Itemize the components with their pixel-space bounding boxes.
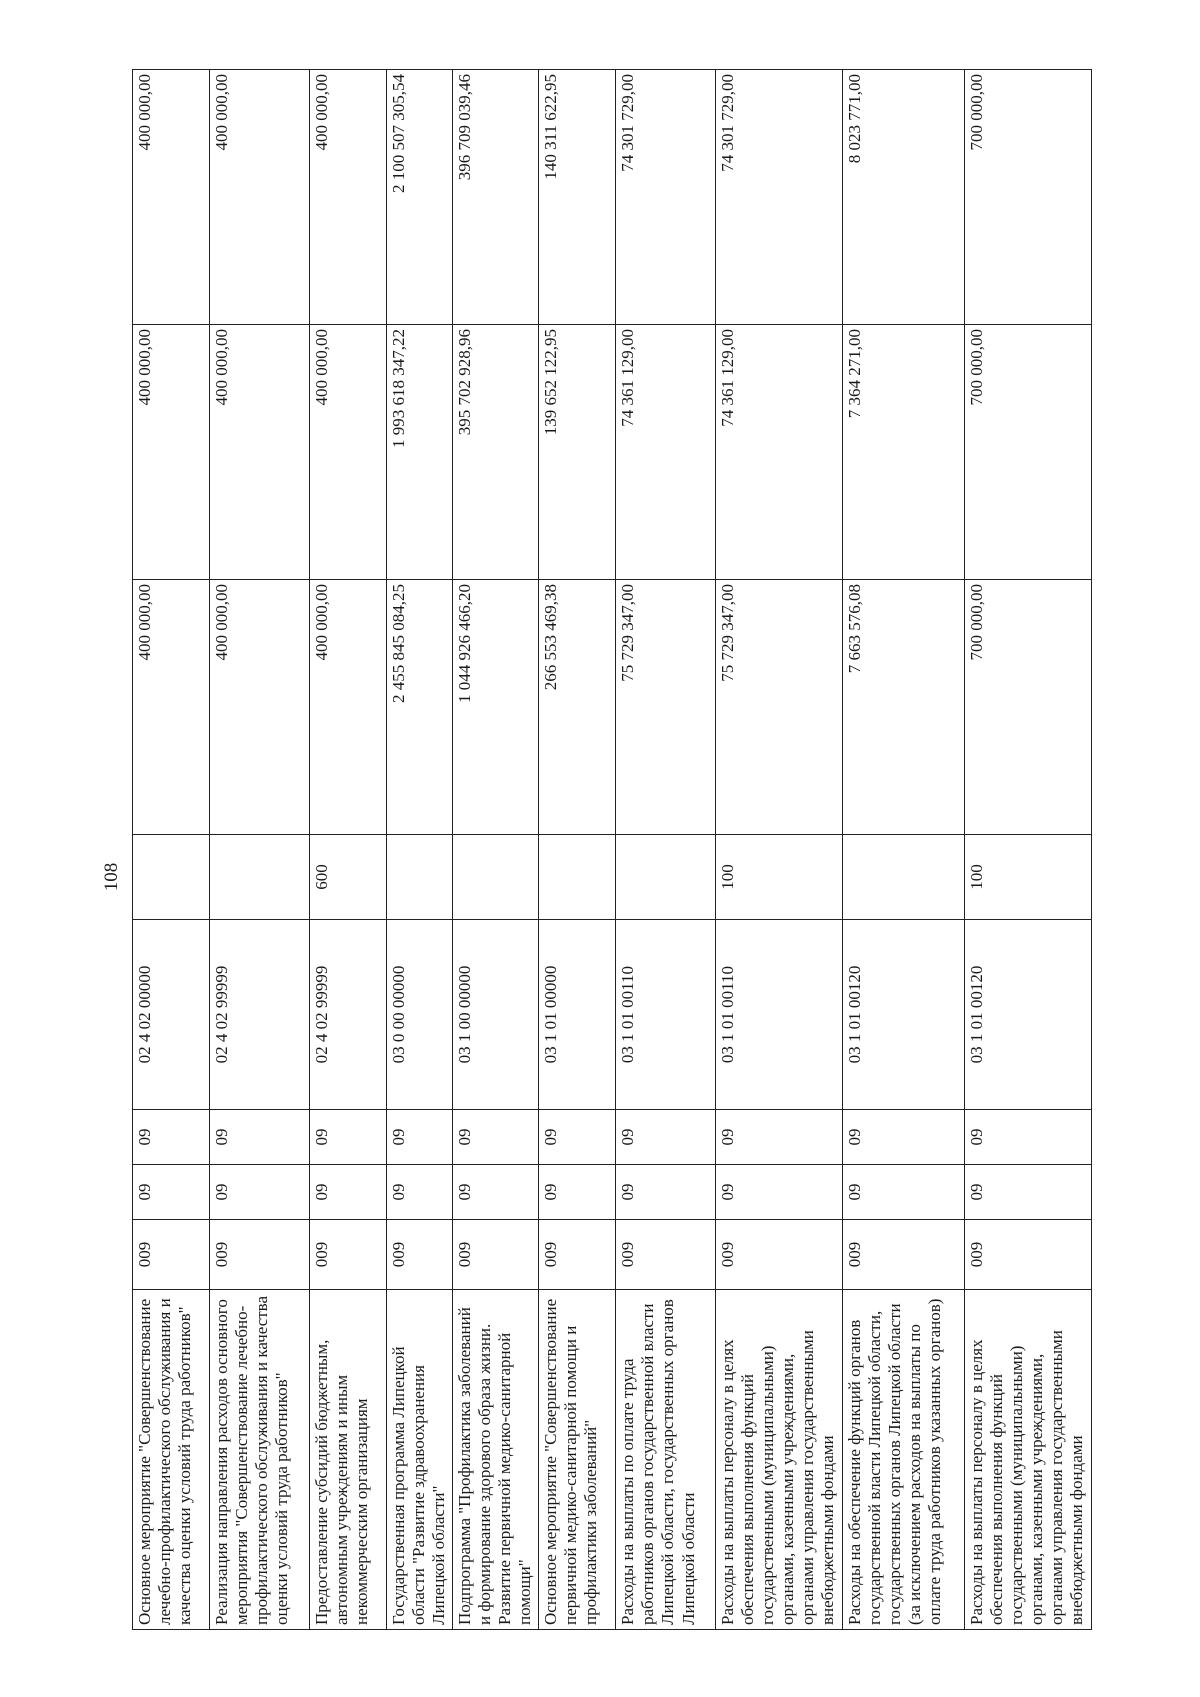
section-code: 09: [452, 1165, 538, 1220]
table-row: [386, 70, 452, 1630]
table-row: [715, 70, 842, 1630]
row-description: Расходы на обеспечение функций органов государственной власти Липецкой области, государственных органов Липецкой области (за исключением расходов на выплаты по оплате труда работников указанных органов): [842, 1290, 964, 1630]
amount-year-1: 7 663 576,08: [842, 580, 964, 835]
amount-year-3: 400 000,00: [309, 70, 386, 325]
document-table-container: [132, 70, 1092, 1630]
amount-year-1: 400 000,00: [309, 580, 386, 835]
subsection-code: 09: [133, 1110, 210, 1165]
table-row: [210, 70, 309, 1630]
amount-year-3: 8 023 771,00: [842, 70, 964, 325]
row-description: Государственная программа Липецкой области "Развитие здравоохранения Липецкой области": [386, 1290, 452, 1630]
expense-type-code: [842, 835, 964, 920]
section-code: 09: [842, 1165, 964, 1220]
amount-year-2: 74 361 129,00: [715, 325, 842, 580]
amount-year-1: 75 729 347,00: [616, 580, 715, 835]
expense-type-code: [386, 835, 452, 920]
amount-year-1: 75 729 347,00: [715, 580, 842, 835]
table-row: [309, 70, 386, 1630]
target-article-code: 03 1 00 00000: [452, 920, 538, 1110]
amount-year-2: 400 000,00: [309, 325, 386, 580]
section-code: 09: [539, 1165, 616, 1220]
ministry-code: 009: [210, 1220, 309, 1290]
expense-type-code: [133, 835, 210, 920]
amount-year-1: 700 000,00: [964, 580, 1091, 835]
subsection-code: 09: [539, 1110, 616, 1165]
subsection-code: 09: [386, 1110, 452, 1165]
row-description: Расходы на выплаты персоналу в целях обеспечения выполнения функций государственными (муниципальными) органами, казенными учреждениями, органами управления государственными внебюджетными фондами: [964, 1290, 1091, 1630]
table-row: [452, 70, 538, 1630]
subsection-code: 09: [210, 1110, 309, 1165]
ministry-code: 009: [452, 1220, 538, 1290]
expense-type-code: [210, 835, 309, 920]
target-article-code: 02 4 02 99999: [210, 920, 309, 1110]
amount-year-2: 395 702 928,96: [452, 325, 538, 580]
budget-table: [132, 69, 1092, 1630]
subsection-code: 09: [309, 1110, 386, 1165]
section-code: 09: [715, 1165, 842, 1220]
expense-type-code: 600: [309, 835, 386, 920]
row-description: Расходы на выплаты по оплате труда работников органов государственной власти Липецкой области, государственных органов Липецкой области: [616, 1290, 715, 1630]
expense-type-code: 100: [964, 835, 1091, 920]
page-number: 108: [101, 862, 122, 892]
row-description: Реализация направления расходов основного мероприятия "Совершенствование лечебно-профилактического обслуживания и качества оценки условий труда работников": [210, 1290, 309, 1630]
amount-year-3: 74 301 729,00: [715, 70, 842, 325]
row-description: Предоставление субсидий бюджетным, автономным учреждениям и иным некоммерческим организациям: [309, 1290, 386, 1630]
amount-year-2: 1 993 618 347,22: [386, 325, 452, 580]
row-description: Основное мероприятие "Совершенствование первичной медико-санитарной помощи и профилактики заболеваний": [539, 1290, 616, 1630]
target-article-code: 03 0 00 00000: [386, 920, 452, 1110]
table-row: [616, 70, 715, 1630]
subsection-code: 09: [842, 1110, 964, 1165]
amount-year-3: 74 301 729,00: [616, 70, 715, 325]
expense-type-code: [452, 835, 538, 920]
amount-year-3: 400 000,00: [210, 70, 309, 325]
ministry-code: 009: [133, 1220, 210, 1290]
amount-year-1: 266 553 469,38: [539, 580, 616, 835]
target-article-code: 03 1 01 00000: [539, 920, 616, 1110]
ministry-code: 009: [309, 1220, 386, 1290]
subsection-code: 09: [616, 1110, 715, 1165]
amount-year-3: 2 100 507 305,54: [386, 70, 452, 325]
section-code: 09: [210, 1165, 309, 1220]
subsection-code: 09: [964, 1110, 1091, 1165]
ministry-code: 009: [539, 1220, 616, 1290]
amount-year-2: 400 000,00: [133, 325, 210, 580]
section-code: 09: [133, 1165, 210, 1220]
table-row: [842, 70, 964, 1630]
expense-type-code: [616, 835, 715, 920]
ministry-code: 009: [715, 1220, 842, 1290]
ministry-code: 009: [842, 1220, 964, 1290]
target-article-code: 02 4 02 99999: [309, 920, 386, 1110]
amount-year-2: 700 000,00: [964, 325, 1091, 580]
target-article-code: 02 4 02 00000: [133, 920, 210, 1110]
row-description: Подпрограмма "Профилактика заболеваний и формирование здорового образа жизни. Развитие первичной медико-санитарной помощи": [452, 1290, 538, 1630]
section-code: 09: [386, 1165, 452, 1220]
amount-year-2: 139 652 122,95: [539, 325, 616, 580]
amount-year-2: 7 364 271,00: [842, 325, 964, 580]
target-article-code: 03 1 01 00120: [964, 920, 1091, 1110]
expense-type-code: 100: [715, 835, 842, 920]
row-description: Расходы на выплаты персоналу в целях обеспечения выполнения функций государственными (муниципальными) органами, казенными учреждениями, органами управления государственными внебюджетными фондами: [715, 1290, 842, 1630]
amount-year-3: 400 000,00: [133, 70, 210, 325]
amount-year-1: 1 044 926 466,20: [452, 580, 538, 835]
amount-year-3: 700 000,00: [964, 70, 1091, 325]
section-code: 09: [964, 1165, 1091, 1220]
row-description: Основное мероприятие "Совершенствование лечебно-профилактического обслуживания и качества оценки условий труда работников": [133, 1290, 210, 1630]
table-row: [539, 70, 616, 1630]
section-code: 09: [309, 1165, 386, 1220]
target-article-code: 03 1 01 00110: [715, 920, 842, 1110]
table-row: [133, 70, 210, 1630]
subsection-code: 09: [715, 1110, 842, 1165]
section-code: 09: [616, 1165, 715, 1220]
target-article-code: 03 1 01 00120: [842, 920, 964, 1110]
amount-year-2: 74 361 129,00: [616, 325, 715, 580]
amount-year-1: 400 000,00: [210, 580, 309, 835]
amount-year-1: 2 455 845 084,25: [386, 580, 452, 835]
target-article-code: 03 1 01 00110: [616, 920, 715, 1110]
ministry-code: 009: [386, 1220, 452, 1290]
amount-year-3: 396 709 039,46: [452, 70, 538, 325]
ministry-code: 009: [964, 1220, 1091, 1290]
amount-year-3: 140 311 622,95: [539, 70, 616, 325]
amount-year-1: 400 000,00: [133, 580, 210, 835]
ministry-code: 009: [616, 1220, 715, 1290]
amount-year-2: 400 000,00: [210, 325, 309, 580]
expense-type-code: [539, 835, 616, 920]
table-row: [964, 70, 1091, 1630]
subsection-code: 09: [452, 1110, 538, 1165]
